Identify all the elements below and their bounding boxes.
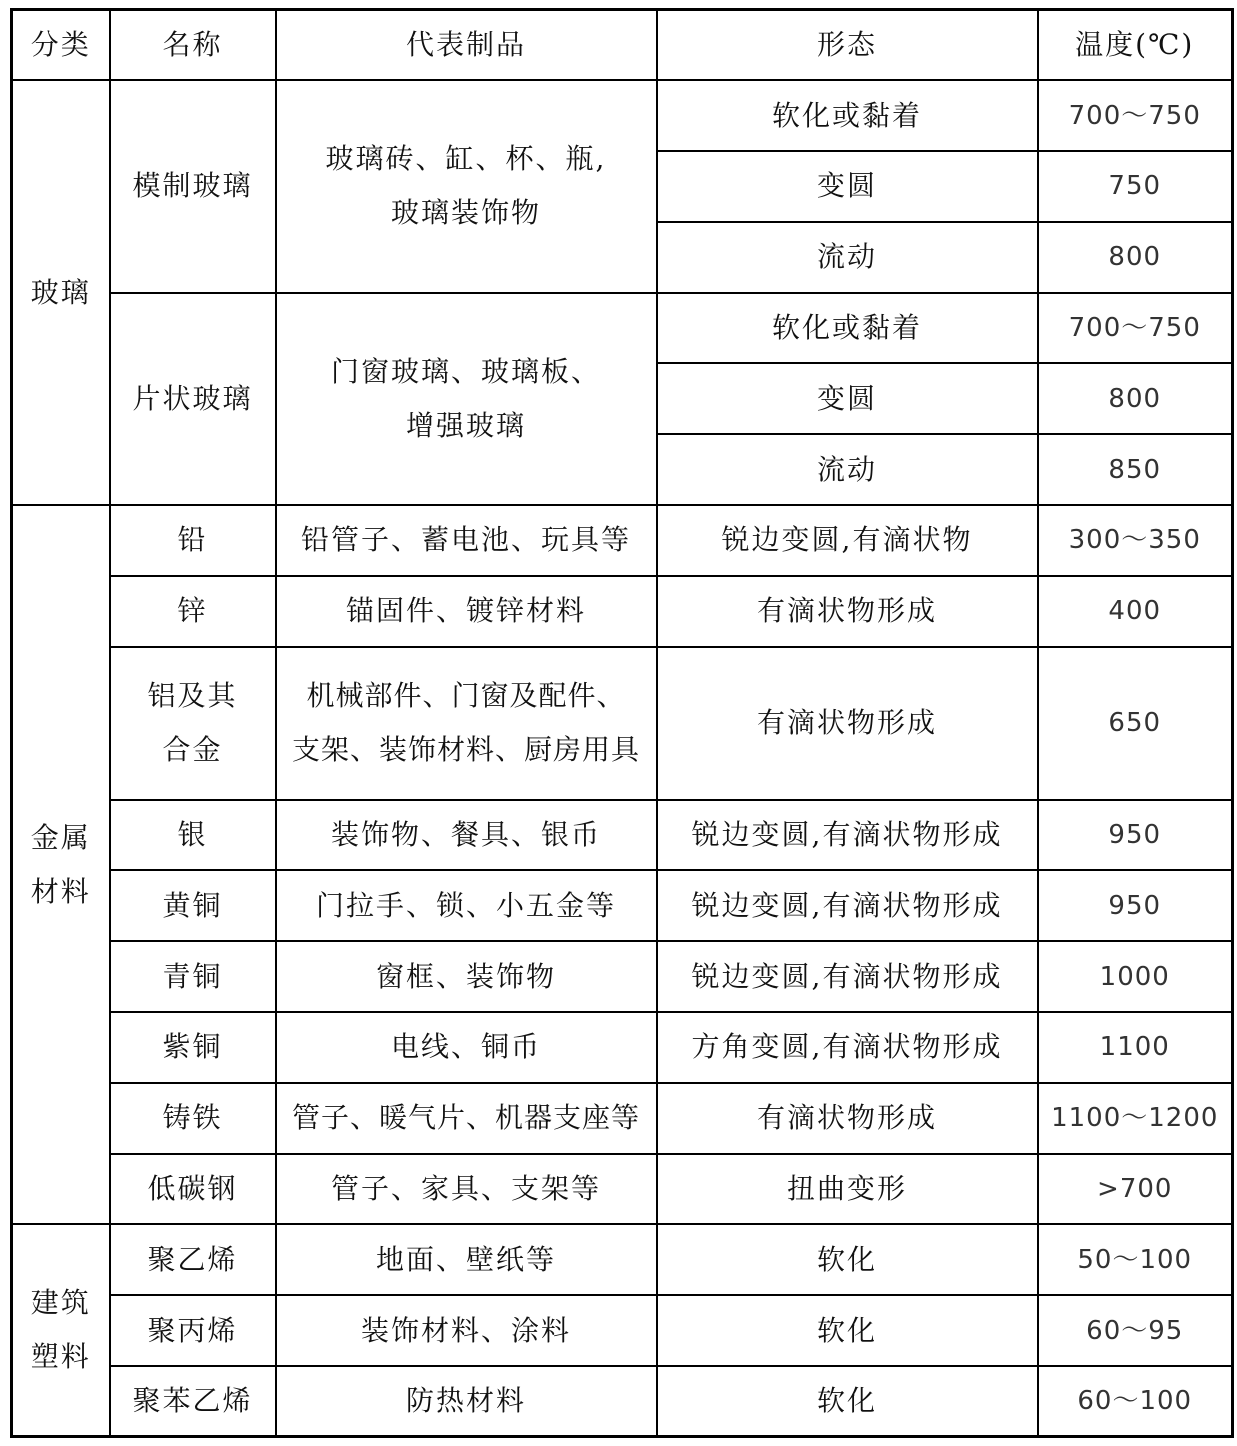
form-cell: 锐边变圆,有滴状物形成 [657,941,1038,1012]
name-cell: 铅 [110,505,276,576]
products-cell: 装饰物、餐具、银币 [276,800,657,871]
category-line: 材料 [30,874,91,908]
temp-cell: 700～750 [1038,293,1233,364]
products-cell: 防热材料 [276,1366,657,1437]
header-category: 分类 [12,10,110,81]
category-line: 塑料 [30,1340,91,1374]
form-cell: 流动 [657,222,1038,293]
table-row [12,1012,1233,1083]
table-row [12,647,1233,800]
form-cell: 软化或黏着 [657,80,1038,151]
name-cell: 聚苯乙烯 [110,1366,276,1437]
table-row [12,800,1233,871]
form-cell: 有滴状物形成 [657,647,1038,800]
products-cell: 锚固件、镀锌材料 [276,576,657,647]
category-metal [12,505,110,1224]
products-cell: 电线、铜币 [276,1012,657,1083]
table-row [12,1366,1233,1437]
temp-cell: 1100 [1038,1012,1233,1083]
material-temperature-table [10,8,1234,1438]
category-line: 金属 [30,820,91,854]
temp-cell: 400 [1038,576,1233,647]
form-cell: 锐边变圆,有滴状物形成 [657,800,1038,871]
name-cell: 聚丙烯 [110,1295,276,1366]
temp-cell: 950 [1038,800,1233,871]
temp-cell: >700 [1038,1154,1233,1225]
header-form: 形态 [657,10,1038,81]
header-temperature: 温度(℃) [1038,10,1233,81]
table-row [12,870,1233,941]
form-cell: 软化或黏着 [657,293,1038,364]
temp-cell: 1000 [1038,941,1233,1012]
name-cell: 模制玻璃 [110,80,276,292]
name-cell: 聚乙烯 [110,1224,276,1295]
table-row [12,1295,1233,1366]
name-cell: 锌 [110,576,276,647]
header-products: 代表制品 [276,10,657,81]
name-cell: 银 [110,800,276,871]
category-plastic [12,1224,110,1436]
form-cell: 方角变圆,有滴状物形成 [657,1012,1038,1083]
name-cell: 青铜 [110,941,276,1012]
name-cell: 低碳钢 [110,1154,276,1225]
form-cell: 软化 [657,1295,1038,1366]
header-name: 名称 [110,10,276,81]
form-cell: 锐边变圆,有滴状物形成 [657,870,1038,941]
products-line: 玻璃装饰物 [390,196,541,230]
products-cell: 管子、家具、支架等 [276,1154,657,1225]
temp-cell: 60～100 [1038,1366,1233,1437]
products-cell: 装饰材料、涂料 [276,1295,657,1366]
products-line: 支架、装饰材料、厨房用具 [291,733,640,767]
products-cell: 管子、暖气片、机器支座等 [276,1083,657,1154]
table-row [12,293,1233,364]
products-line: 增强玻璃 [405,408,526,442]
temp-cell: 50～100 [1038,1224,1233,1295]
temp-cell: 1100～1200 [1038,1083,1233,1154]
table-row [12,1224,1233,1295]
temp-cell: 60～95 [1038,1295,1233,1366]
form-cell: 流动 [657,434,1038,505]
table-row [12,505,1233,576]
name-line: 铝及其 [147,679,238,713]
name-cell: 紫铜 [110,1012,276,1083]
products-cell [276,80,657,292]
temp-cell: 850 [1038,434,1233,505]
form-cell: 变圆 [657,151,1038,222]
products-line: 机械部件、门窗及配件、 [306,679,626,713]
form-cell: 有滴状物形成 [657,576,1038,647]
form-cell: 软化 [657,1224,1038,1295]
name-cell: 铸铁 [110,1083,276,1154]
form-cell: 软化 [657,1366,1038,1437]
temp-cell: 800 [1038,363,1233,434]
table-row [12,80,1233,151]
table-row [12,1154,1233,1225]
category-line: 建筑 [30,1286,91,1320]
products-cell: 地面、壁纸等 [276,1224,657,1295]
temp-cell: 750 [1038,151,1233,222]
products-line: 玻璃砖、缸、杯、瓶, [325,142,607,176]
table-row [12,1083,1233,1154]
table-row [12,941,1233,1012]
products-cell: 铅管子、蓄电池、玩具等 [276,505,657,576]
category-glass: 玻璃 [12,80,110,505]
products-cell: 窗框、装饰物 [276,941,657,1012]
name-cell: 片状玻璃 [110,293,276,505]
temp-cell: 300～350 [1038,505,1233,576]
form-cell: 变圆 [657,363,1038,434]
products-cell [276,647,657,800]
header-row [12,10,1233,81]
form-cell: 有滴状物形成 [657,1083,1038,1154]
products-line: 门窗玻璃、玻璃板、 [330,354,601,388]
temp-cell: 700～750 [1038,80,1233,151]
form-cell: 锐边变圆,有滴状物 [657,505,1038,576]
temp-cell: 950 [1038,870,1233,941]
temp-cell: 650 [1038,647,1233,800]
products-cell: 门拉手、锁、小五金等 [276,870,657,941]
products-cell [276,293,657,505]
table-row [12,576,1233,647]
name-cell: 黄铜 [110,870,276,941]
form-cell: 扭曲变形 [657,1154,1038,1225]
name-line: 合金 [162,733,223,767]
temp-cell: 800 [1038,222,1233,293]
name-cell [110,647,276,800]
